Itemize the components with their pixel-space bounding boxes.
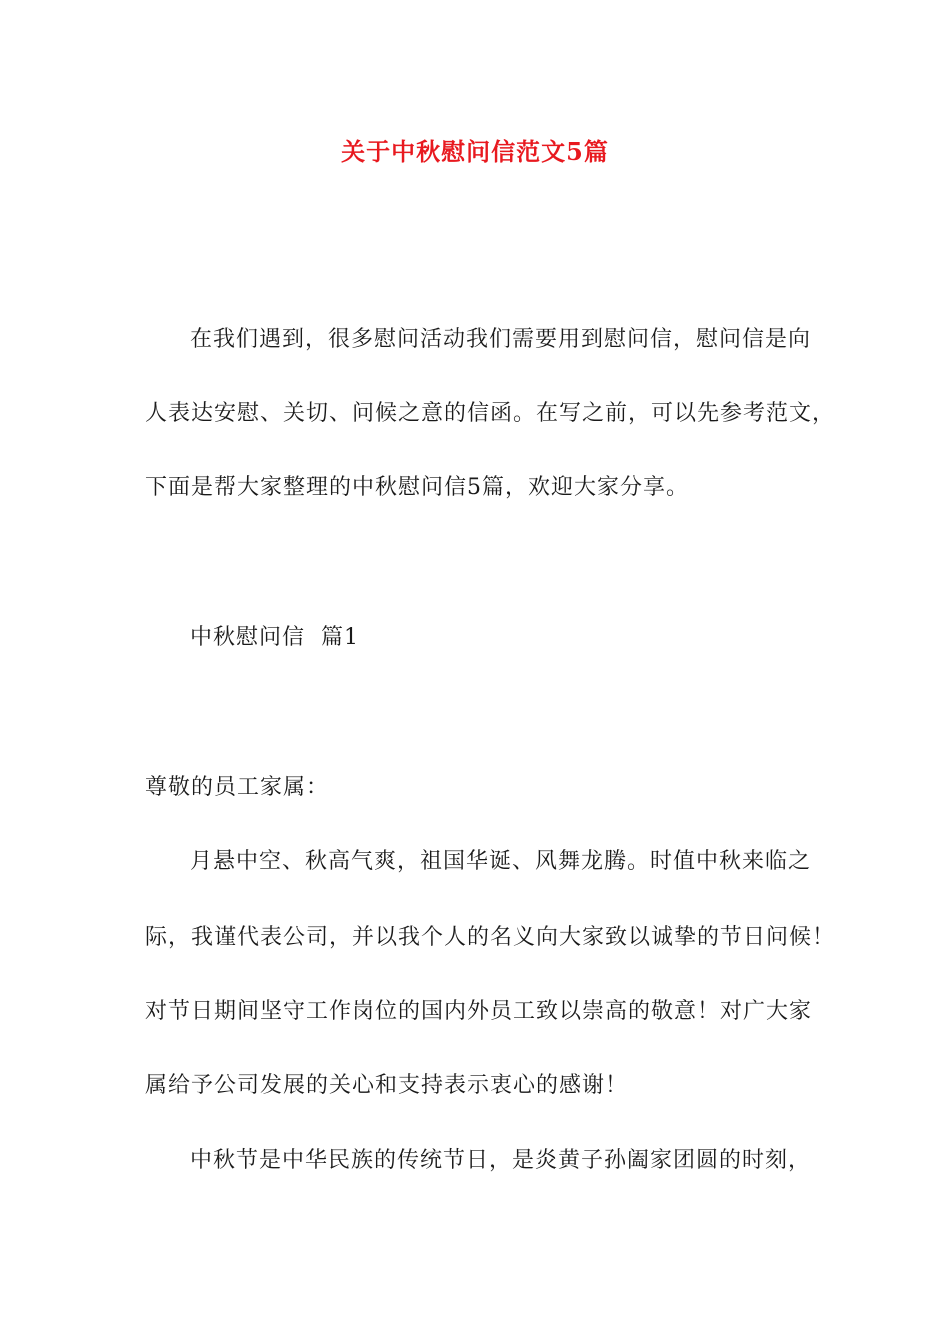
paragraph1-line-1: 月悬中空、秋高气爽，祖国华诞、风舞龙腾。时值中秋来临之 xyxy=(190,849,812,874)
intro-line-3: 下面是帮大家整理的中秋慰问信5篇，欢迎大家分享。 xyxy=(145,475,689,500)
paragraph1-line-3: 对节日期间坚守工作岗位的国内外员工致以崇高的敬意！对广大家 xyxy=(145,999,813,1024)
paragraph1-line-4: 属给予公司发展的关心和支持表示衷心的感谢！ xyxy=(145,1073,629,1098)
document-title: 关于中秋慰问信范文5篇 xyxy=(341,137,609,166)
paragraph1-line-2: 际，我谨代表公司，并以我个人的名义向大家致以诚挚的节日问候！ xyxy=(145,925,836,950)
intro-line-1: 在我们遇到，很多慰问活动我们需要用到慰问信，慰问信是向 xyxy=(190,327,812,352)
section-heading: 中秋慰问信 篇1 xyxy=(190,625,359,650)
salutation: 尊敬的员工家属： xyxy=(145,775,330,800)
paragraph2-line-1: 中秋节是中华民族的传统节日，是炎黄子孙阖家团圆的时刻， xyxy=(190,1148,812,1173)
intro-line-2: 人表达安慰、关切、问候之意的信函。在写之前，可以先参考范文， xyxy=(145,401,836,426)
